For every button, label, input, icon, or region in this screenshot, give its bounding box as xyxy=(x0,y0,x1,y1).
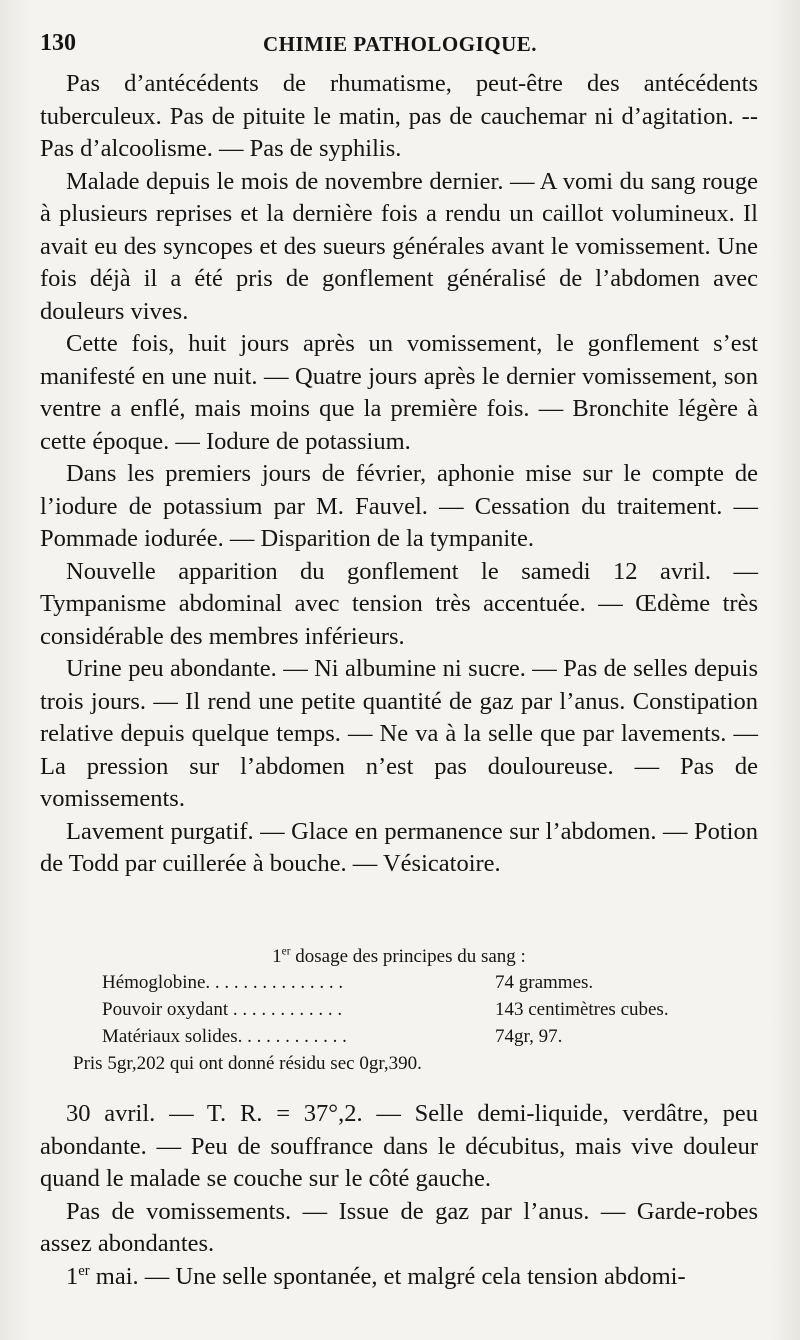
page-header xyxy=(40,30,760,64)
paragraph: Pas d’antécédents de rhumatisme, peut-être des antécédents tuberculeux. Pas de pituite le matin, pas de cauchemar ni d’agitation. -- Pas d’alcoolisme. — Pas de syphilis. xyxy=(40,70,758,162)
dosage-label: Matériaux solides. . . . . . . . . . . . xyxy=(102,1026,347,1047)
dosage-value: 143 centimètres cubes. xyxy=(495,999,669,1020)
dosage-row-hemoglobine xyxy=(40,970,758,997)
main-text-continued xyxy=(40,1098,758,1293)
paragraph: Pas de vomissements. — Issue de gaz par l’anus. — Garde-robes assez abondantes. xyxy=(40,1197,758,1257)
dosage-value: 74 grammes. xyxy=(495,972,594,993)
dosage-value: 74gr, 97. xyxy=(495,1026,563,1047)
dosage-label: Hémoglobine. . . . . . . . . . . . . . . xyxy=(102,972,344,993)
main-text xyxy=(40,68,758,881)
paragraph: 30 avril. — T. R. = 37°,2. — Selle demi-liquide, verdâtre, peu abondante. — Peu de souffrance dans le décubitus, mais vive douleur quand le malade se couche sur le côté gauche. xyxy=(40,1100,758,1192)
dosage-label: Pouvoir oxydant . . . . . . . . . . . . xyxy=(102,999,343,1020)
blood-dosage-table xyxy=(40,944,758,1077)
paragraph: Malade depuis le mois de novembre dernier. — A vomi du sang rouge à plusieurs reprises et la dernière fois a rendu un caillot volumineux. Il avait eu des syncopes et des sueurs générales avant le vomissement. Une fois déjà il a été pris de gonflement généralisé de l’abdomen avec douleurs vives. xyxy=(40,167,758,325)
dosage-title: 1er dosage des principes du sang : xyxy=(272,945,526,967)
dosage-note: Pris 5gr,202 qui ont donné résidu sec 0gr,390. xyxy=(73,1053,422,1074)
paragraph: Dans les premiers jours de février, aphonie mise sur le compte de l’iodure de potassium par M. Fauvel. — Cessation du traitement. — Pommade iodurée. — Disparition de la tympanite. xyxy=(40,460,758,552)
running-title: CHIMIE PATHOLOGIQUE. xyxy=(262,32,538,56)
dosage-row-pouvoir-oxydant xyxy=(40,997,758,1024)
paragraph: Cette fois, huit jours après un vomissement, le gonflement s’est manifesté en une nuit. — Quatre jours après le dernier vomissement, son ventre a enflé, mais moins que la première fois. — Bronchite légère à cette époque. — Iodure de potassium. xyxy=(40,330,758,455)
paragraph: Nouvelle apparition du gonflement le samedi 12 avril. — Tympanisme abdominal avec tension très accentuée. — Œdème très considérable des membres inférieurs. xyxy=(40,557,758,650)
dosage-row-materiaux-solides xyxy=(40,1024,758,1051)
paragraph: Urine peu abondante. — Ni albumine ni sucre. — Pas de selles depuis trois jours. — Il rend une petite quantité de gaz par l’anus. Constipation relative depuis quelque temps. — Ne va à la selle que par lavements. — La pression sur l’abdomen n’est pas douloureuse. — Pas de vomissements. xyxy=(40,655,758,812)
paragraph: Lavement purgatif. — Glace en permanence sur l’abdomen. — Potion de Todd par cuillerée à bouche. — Vésicatoire. xyxy=(40,817,758,877)
page-number: 130 xyxy=(40,30,76,56)
paragraph-last-line: 1er mai. — Une selle spontanée, et malgré cela tension abdomi- xyxy=(66,1262,686,1290)
